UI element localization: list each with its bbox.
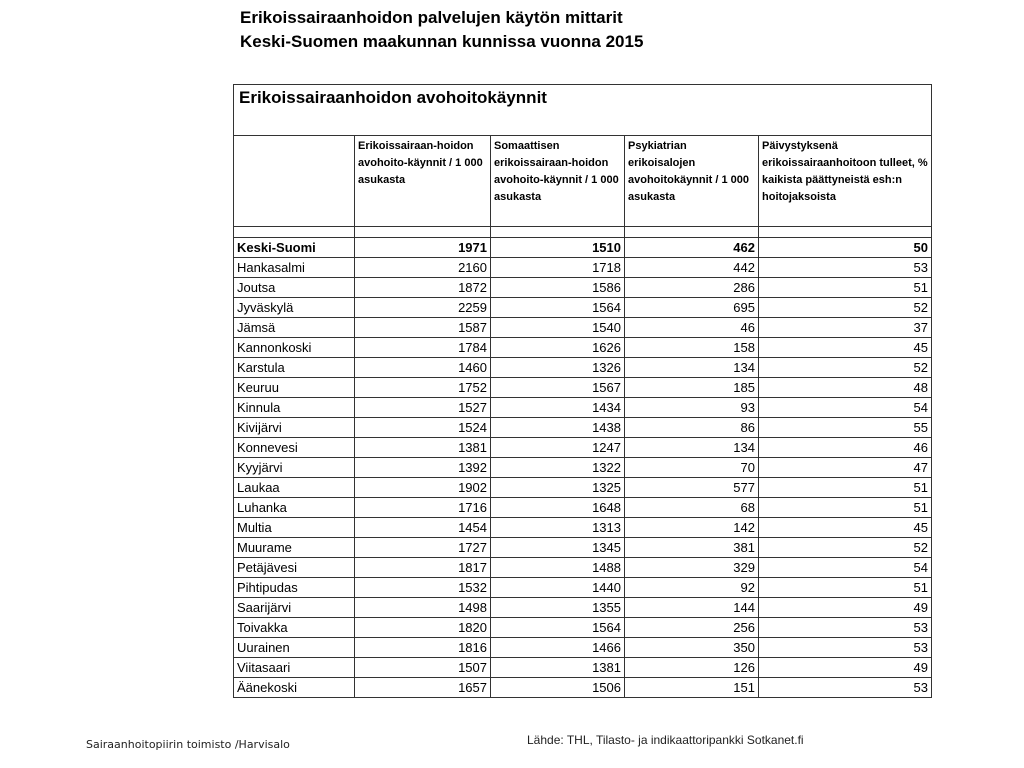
table-row (234, 578, 932, 598)
value-cell-4: 51 (759, 578, 932, 598)
value-cell-1: 1716 (355, 498, 491, 518)
table-row (234, 298, 932, 318)
total-value-1: 1971 (355, 238, 491, 258)
table-row (234, 398, 932, 418)
value-cell-4: 52 (759, 538, 932, 558)
value-cell-3: 329 (625, 558, 759, 578)
value-cell-2: 1345 (491, 538, 625, 558)
value-cell-3: 126 (625, 658, 759, 678)
value-cell-2: 1586 (491, 278, 625, 298)
column-header-municipality (234, 136, 355, 227)
table-row (234, 338, 932, 358)
value-cell-2: 1247 (491, 438, 625, 458)
municipality-name: Viitasaari (234, 658, 355, 678)
value-cell-3: 134 (625, 438, 759, 458)
municipality-name: Joutsa (234, 278, 355, 298)
value-cell-3: 442 (625, 258, 759, 278)
table-header-row (234, 136, 932, 227)
value-cell-4: 51 (759, 278, 932, 298)
value-cell-1: 1587 (355, 318, 491, 338)
value-cell-2: 1434 (491, 398, 625, 418)
value-cell-4: 47 (759, 458, 932, 478)
value-cell-1: 1657 (355, 678, 491, 698)
municipality-name: Pihtipudas (234, 578, 355, 598)
column-header-outpatient-visits: Erikoissairaan-hoidon avohoito-käynnit / 1 000 asukasta (355, 136, 491, 227)
municipality-name: Multia (234, 518, 355, 538)
value-cell-3: 158 (625, 338, 759, 358)
value-cell-1: 1727 (355, 538, 491, 558)
value-cell-2: 1313 (491, 518, 625, 538)
municipality-name: Luhanka (234, 498, 355, 518)
value-cell-3: 151 (625, 678, 759, 698)
value-cell-3: 70 (625, 458, 759, 478)
municipality-name: Kivijärvi (234, 418, 355, 438)
municipality-name: Toivakka (234, 618, 355, 638)
table-row (234, 498, 932, 518)
footer-source: Lähde: THL, Tilasto- ja indikaattoripankki Sotkanet.fi (527, 733, 804, 747)
value-cell-1: 1381 (355, 438, 491, 458)
value-cell-3: 134 (625, 358, 759, 378)
total-value-3: 462 (625, 238, 759, 258)
municipality-name: Äänekoski (234, 678, 355, 698)
table-spacer-row (234, 227, 932, 238)
value-cell-1: 1532 (355, 578, 491, 598)
municipality-name: Konnevesi (234, 438, 355, 458)
value-cell-2: 1355 (491, 598, 625, 618)
table-row (234, 458, 932, 478)
value-cell-1: 1784 (355, 338, 491, 358)
value-cell-4: 52 (759, 358, 932, 378)
value-cell-2: 1325 (491, 478, 625, 498)
table-section-title-row (234, 85, 932, 136)
value-cell-2: 1626 (491, 338, 625, 358)
value-cell-1: 1454 (355, 518, 491, 538)
value-cell-4: 53 (759, 678, 932, 698)
value-cell-3: 46 (625, 318, 759, 338)
municipality-name: Keuruu (234, 378, 355, 398)
value-cell-1: 1460 (355, 358, 491, 378)
value-cell-2: 1488 (491, 558, 625, 578)
total-name: Keski-Suomi (234, 238, 355, 258)
table-row (234, 318, 932, 338)
value-cell-3: 577 (625, 478, 759, 498)
table-row (234, 518, 932, 538)
value-cell-4: 51 (759, 478, 932, 498)
municipality-name: Kyyjärvi (234, 458, 355, 478)
value-cell-1: 1752 (355, 378, 491, 398)
value-cell-4: 51 (759, 498, 932, 518)
value-cell-3: 92 (625, 578, 759, 598)
table-row (234, 378, 932, 398)
value-cell-1: 1902 (355, 478, 491, 498)
value-cell-3: 381 (625, 538, 759, 558)
municipality-name: Kinnula (234, 398, 355, 418)
total-value-2: 1510 (491, 238, 625, 258)
value-cell-4: 49 (759, 658, 932, 678)
value-cell-4: 45 (759, 518, 932, 538)
document-title (240, 6, 643, 54)
value-cell-4: 48 (759, 378, 932, 398)
municipality-name: Saarijärvi (234, 598, 355, 618)
column-header-psychiatric-visits: Psykiatrian erikoisalojen avohoitokäynnit / 1 000 asukasta (625, 136, 759, 227)
value-cell-2: 1564 (491, 618, 625, 638)
value-cell-3: 286 (625, 278, 759, 298)
column-header-emergency-share: Päivystyksenä erikoissairaanhoitoon tulleet, % kaikista päättyneistä esh:n hoitojaksoista (759, 136, 932, 227)
value-cell-4: 55 (759, 418, 932, 438)
value-cell-4: 45 (759, 338, 932, 358)
table-row (234, 658, 932, 678)
footer-office-credit: Sairaanhoitopiirin toimisto /Harvisalo (86, 738, 290, 751)
value-cell-2: 1381 (491, 658, 625, 678)
municipality-name: Laukaa (234, 478, 355, 498)
value-cell-1: 1527 (355, 398, 491, 418)
value-cell-4: 46 (759, 438, 932, 458)
value-cell-2: 1438 (491, 418, 625, 438)
table-total-row (234, 238, 932, 258)
table-section-title: Erikoissairaanhoidon avohoitokäynnit (234, 85, 932, 136)
value-cell-2: 1322 (491, 458, 625, 478)
municipality-name: Jämsä (234, 318, 355, 338)
table-row (234, 678, 932, 698)
value-cell-2: 1648 (491, 498, 625, 518)
value-cell-3: 93 (625, 398, 759, 418)
column-header-somatic-visits: Somaattisen erikoissairaan-hoidon avohoito-käynnit / 1 000 asukasta (491, 136, 625, 227)
total-value-4: 50 (759, 238, 932, 258)
value-cell-3: 350 (625, 638, 759, 658)
title-line-2: Keski-Suomen maakunnan kunnissa vuonna 2015 (240, 32, 644, 51)
table-row (234, 258, 932, 278)
value-cell-2: 1326 (491, 358, 625, 378)
value-cell-2: 1466 (491, 638, 625, 658)
value-cell-1: 2259 (355, 298, 491, 318)
value-cell-1: 1507 (355, 658, 491, 678)
table-row (234, 558, 932, 578)
value-cell-1: 1817 (355, 558, 491, 578)
value-cell-4: 54 (759, 558, 932, 578)
table-row (234, 598, 932, 618)
table-row (234, 638, 932, 658)
value-cell-2: 1440 (491, 578, 625, 598)
title-line-1: Erikoissairaanhoidon palvelujen käytön mittarit (240, 8, 623, 27)
value-cell-2: 1540 (491, 318, 625, 338)
value-cell-1: 1872 (355, 278, 491, 298)
value-cell-3: 86 (625, 418, 759, 438)
value-cell-2: 1718 (491, 258, 625, 278)
municipality-name: Jyväskylä (234, 298, 355, 318)
municipality-name: Hankasalmi (234, 258, 355, 278)
value-cell-2: 1564 (491, 298, 625, 318)
value-cell-1: 1498 (355, 598, 491, 618)
table-row (234, 278, 932, 298)
statistics-table (233, 84, 932, 698)
value-cell-1: 1816 (355, 638, 491, 658)
municipality-name: Petäjävesi (234, 558, 355, 578)
municipality-name: Karstula (234, 358, 355, 378)
value-cell-4: 53 (759, 258, 932, 278)
table-row (234, 478, 932, 498)
municipality-name: Kannonkoski (234, 338, 355, 358)
table-row (234, 438, 932, 458)
value-cell-3: 256 (625, 618, 759, 638)
value-cell-3: 695 (625, 298, 759, 318)
municipality-name: Muurame (234, 538, 355, 558)
value-cell-4: 49 (759, 598, 932, 618)
value-cell-4: 53 (759, 638, 932, 658)
value-cell-4: 37 (759, 318, 932, 338)
table-row (234, 358, 932, 378)
value-cell-2: 1567 (491, 378, 625, 398)
value-cell-3: 144 (625, 598, 759, 618)
value-cell-4: 54 (759, 398, 932, 418)
table-row (234, 618, 932, 638)
table-row (234, 418, 932, 438)
value-cell-3: 68 (625, 498, 759, 518)
value-cell-3: 185 (625, 378, 759, 398)
value-cell-1: 1392 (355, 458, 491, 478)
value-cell-1: 1524 (355, 418, 491, 438)
value-cell-1: 2160 (355, 258, 491, 278)
value-cell-1: 1820 (355, 618, 491, 638)
value-cell-4: 53 (759, 618, 932, 638)
value-cell-2: 1506 (491, 678, 625, 698)
municipality-name: Uurainen (234, 638, 355, 658)
table-row (234, 538, 932, 558)
value-cell-4: 52 (759, 298, 932, 318)
value-cell-3: 142 (625, 518, 759, 538)
